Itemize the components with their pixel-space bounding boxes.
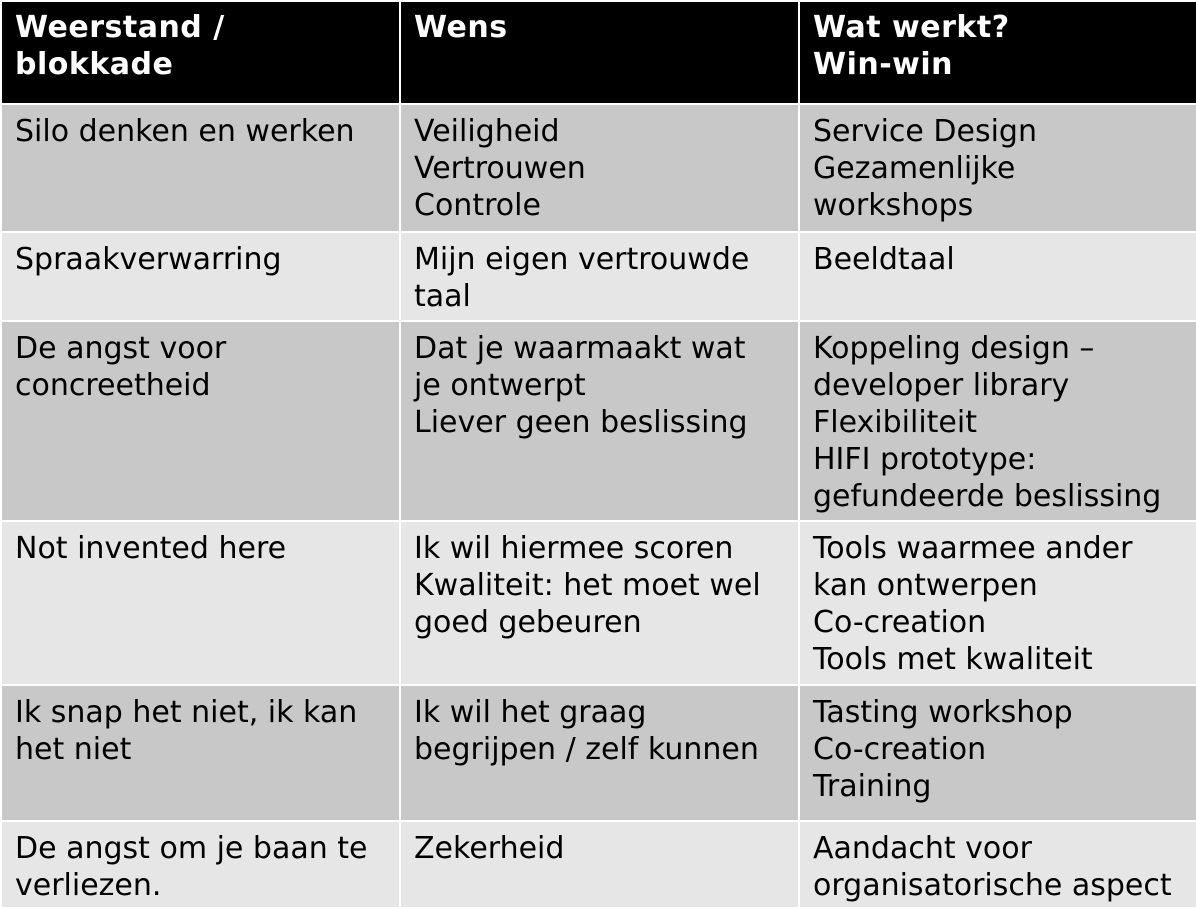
cell-line: Zekerheid [414, 831, 565, 866]
cell-wens [400, 104, 799, 232]
header-row [1, 1, 1196, 104]
table-row [1, 104, 1196, 232]
cell-weerstand [1, 521, 400, 685]
cell-line: je ontwerpt [414, 368, 586, 403]
cell-line: De angst om je baan te [15, 831, 368, 866]
table-row [1, 321, 1196, 521]
cell-line: Spraakverwarring [15, 242, 282, 277]
cell-wens [400, 521, 799, 685]
cell-weerstand [1, 232, 400, 321]
cell-line: Aandacht voor [813, 831, 1032, 866]
cell-line: Beeldtaal [813, 242, 955, 277]
cell-line: developer library [813, 368, 1070, 403]
cell-line: Vertrouwen [414, 151, 586, 186]
cell-wat-werkt [799, 321, 1196, 521]
cell-line: Veiligheid [414, 114, 560, 149]
header-line: Win-win [813, 47, 954, 82]
cell-line: Service Design [813, 114, 1037, 149]
cell-wat-werkt [799, 685, 1196, 821]
cell-line: Ik wil het graag [414, 695, 647, 730]
cell-line: Co-creation [813, 732, 987, 767]
cell-line: begrijpen / zelf kunnen [414, 732, 759, 767]
table-header [1, 1, 1196, 104]
cell-line: het niet [15, 732, 132, 767]
cell-line: Ik snap het niet, ik kan [15, 695, 358, 730]
cell-wat-werkt [799, 821, 1196, 908]
cell-line: Training [813, 769, 932, 804]
cell-line: Liever geen beslissing [414, 405, 748, 440]
cell-line: HIFI prototype: [813, 442, 1037, 477]
header-line: Wat werkt? [813, 10, 1010, 45]
cell-weerstand [1, 821, 400, 908]
cell-wens [400, 321, 799, 521]
header-line: Weerstand / [15, 10, 225, 45]
header-line: Wens [414, 10, 508, 45]
cell-wat-werkt [799, 521, 1196, 685]
table-row [1, 232, 1196, 321]
cell-line: Kwaliteit: het moet wel [414, 568, 761, 603]
header-wat-werkt [799, 1, 1196, 104]
cell-line: Tools met kwaliteit [813, 642, 1093, 677]
cell-line: Controle [414, 188, 541, 223]
cell-line: Dat je waarmaakt wat [414, 331, 746, 366]
cell-wat-werkt [799, 104, 1196, 232]
cell-line: De angst voor [15, 331, 227, 366]
cell-line: Gezamenlijke [813, 151, 1016, 186]
cell-line: goed gebeuren [414, 605, 642, 640]
cell-weerstand [1, 685, 400, 821]
cell-line: taal [414, 279, 471, 314]
table-row [1, 685, 1196, 821]
cell-line: Koppeling design – [813, 331, 1095, 366]
cell-line: Not invented here [15, 531, 287, 566]
table-row [1, 521, 1196, 685]
cell-line: Silo denken en werken [15, 114, 355, 149]
cell-line: Tools waarmee ander [813, 531, 1133, 566]
cell-line: concreetheid [15, 368, 211, 403]
cell-wens [400, 821, 799, 908]
table-body [1, 104, 1196, 908]
cell-line: verliezen. [15, 868, 162, 903]
cell-line: kan ontwerpen [813, 568, 1038, 603]
cell-weerstand [1, 321, 400, 521]
cell-line: gefundeerde beslissing [813, 479, 1162, 514]
cell-line: Mijn eigen vertrouwde [414, 242, 750, 277]
cell-wens [400, 685, 799, 821]
cell-weerstand [1, 104, 400, 232]
cell-line: organisatorische aspect [813, 868, 1172, 903]
cell-line: Tasting workshop [813, 695, 1073, 730]
header-line: blokkade [15, 47, 174, 82]
cell-line: Flexibiliteit [813, 405, 977, 440]
header-weerstand [1, 1, 400, 104]
cell-line: workshops [813, 188, 974, 223]
cell-wat-werkt [799, 232, 1196, 321]
table-row [1, 821, 1196, 908]
cell-line: Co-creation [813, 605, 987, 640]
cell-line: Ik wil hiermee scoren [414, 531, 734, 566]
cell-wens [400, 232, 799, 321]
header-wens [400, 1, 799, 104]
